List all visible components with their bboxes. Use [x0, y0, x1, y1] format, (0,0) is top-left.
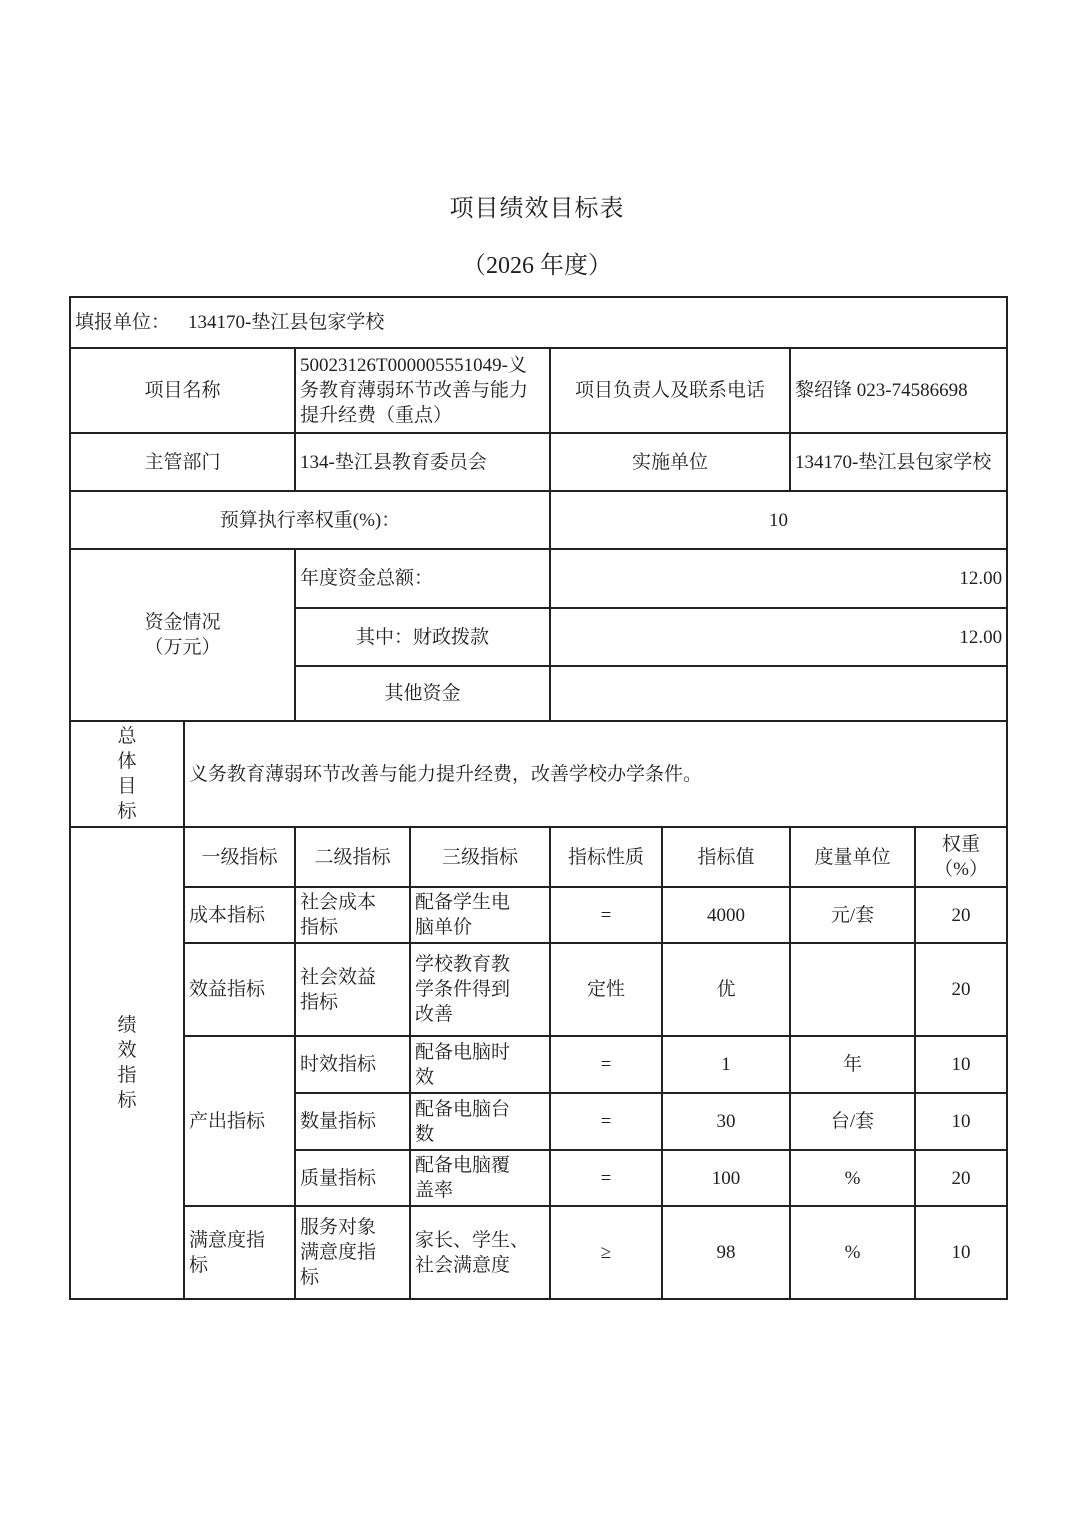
funds-other-value — [550, 666, 1007, 721]
report-unit-value: 134170-垫江县包家学校 — [188, 312, 385, 333]
header-nature: 指标性质 — [550, 827, 662, 887]
indicator-nature: = — [550, 1150, 662, 1206]
indicator-unit — [790, 943, 915, 1036]
department-value: 134-垫江县教育委员会 — [295, 433, 550, 491]
indicator-unit: 元/套 — [790, 887, 915, 943]
table-row — [70, 549, 1007, 608]
table-row — [70, 433, 1007, 491]
overall-goal-value: 义务教育薄弱环节改善与能力提升经费，改善学校办学条件。 — [184, 721, 1007, 827]
project-leader-value: 黎绍锋 023-74586698 — [790, 348, 1007, 433]
indicator-weight: 10 — [915, 1093, 1007, 1150]
indicator-level3: 家长、学生、 社会满意度 — [410, 1206, 550, 1299]
funds-fiscal-value: 12.00 — [550, 608, 1007, 666]
table-row — [70, 1206, 1007, 1299]
indicator-nature: ≥ — [550, 1206, 662, 1299]
budget-weight-label: 预算执行率权重(%)： — [70, 491, 550, 549]
report-unit-cell — [70, 297, 1007, 348]
department-label: 主管部门 — [70, 433, 295, 491]
indicator-level1: 满意度指 标 — [184, 1206, 295, 1299]
indicator-weight: 20 — [915, 887, 1007, 943]
table-row — [70, 297, 1007, 348]
table-row — [70, 348, 1007, 433]
table-row — [70, 721, 1007, 827]
indicator-level3: 学校教育教 学条件得到 改善 — [410, 943, 550, 1036]
indicator-level3: 配备电脑覆 盖率 — [410, 1150, 550, 1206]
funds-total-label: 年度资金总额： — [295, 549, 550, 608]
header-value: 指标值 — [662, 827, 790, 887]
indicator-level1: 效益指标 — [184, 943, 295, 1036]
table-row — [70, 491, 1007, 549]
overall-goal-label: 总 体 目 标 — [70, 721, 184, 827]
funds-other-label: 其他资金 — [295, 666, 550, 721]
indicator-nature: = — [550, 1036, 662, 1093]
project-name-value: 50023126T000005551049-义务教育薄弱环节改善与能力提升经费（重点） — [295, 348, 550, 433]
header-level1: 一级指标 — [184, 827, 295, 887]
indicator-unit: % — [790, 1206, 915, 1299]
indicator-level3: 配备电脑时 效 — [410, 1036, 550, 1093]
indicator-level2: 质量指标 — [295, 1150, 410, 1206]
indicator-level2: 时效指标 — [295, 1036, 410, 1093]
project-name-label: 项目名称 — [70, 348, 295, 433]
indicator-level3: 配备学生电 脑单价 — [410, 887, 550, 943]
indicator-weight: 20 — [915, 1150, 1007, 1206]
indicator-weight: 20 — [915, 943, 1007, 1036]
indicator-nature: = — [550, 1093, 662, 1150]
header-level3: 三级指标 — [410, 827, 550, 887]
indicator-weight: 10 — [915, 1036, 1007, 1093]
indicator-value: 100 — [662, 1150, 790, 1206]
indicator-value: 优 — [662, 943, 790, 1036]
indicator-level1: 成本指标 — [184, 887, 295, 943]
indicator-value: 1 — [662, 1036, 790, 1093]
table-row — [70, 943, 1007, 1036]
indicator-level2: 社会成本 指标 — [295, 887, 410, 943]
implement-unit-label: 实施单位 — [550, 433, 790, 491]
table-row — [70, 827, 1007, 887]
table-row — [70, 1036, 1007, 1093]
funds-total-value: 12.00 — [550, 549, 1007, 608]
implement-unit-value: 134170-垫江县包家学校 — [790, 433, 1007, 491]
report-unit-label: 填报单位： — [75, 312, 171, 333]
indicator-unit: 台/套 — [790, 1093, 915, 1150]
funds-label: 资金情况 （万元） — [70, 549, 295, 721]
indicator-level2: 服务对象 满意度指 标 — [295, 1206, 410, 1299]
indicator-level2: 社会效益 指标 — [295, 943, 410, 1036]
header-level2: 二级指标 — [295, 827, 410, 887]
indicator-level2: 数量指标 — [295, 1093, 410, 1150]
header-unit: 度量单位 — [790, 827, 915, 887]
indicator-level3: 配备电脑台 数 — [410, 1093, 550, 1150]
indicator-value: 98 — [662, 1206, 790, 1299]
indicator-unit: % — [790, 1150, 915, 1206]
page-subtitle: （2026 年度） — [462, 253, 612, 279]
indicator-nature: = — [550, 887, 662, 943]
performance-label: 绩 效 指 标 — [70, 827, 184, 1299]
indicator-nature: 定性 — [550, 943, 662, 1036]
indicator-weight: 10 — [915, 1206, 1007, 1299]
table-row — [70, 887, 1007, 943]
budget-weight-value: 10 — [550, 491, 1007, 549]
page-title: 项目绩效目标表 — [449, 196, 625, 222]
indicator-value: 4000 — [662, 887, 790, 943]
performance-target-table — [69, 296, 1008, 1300]
header-weight: 权重（%） — [915, 827, 1007, 887]
funds-fiscal-label: 其中：财政拨款 — [295, 608, 550, 666]
indicator-level1: 产出指标 — [184, 1036, 295, 1206]
project-leader-label: 项目负责人及联系电话 — [550, 348, 790, 433]
indicator-value: 30 — [662, 1093, 790, 1150]
indicator-unit: 年 — [790, 1036, 915, 1093]
